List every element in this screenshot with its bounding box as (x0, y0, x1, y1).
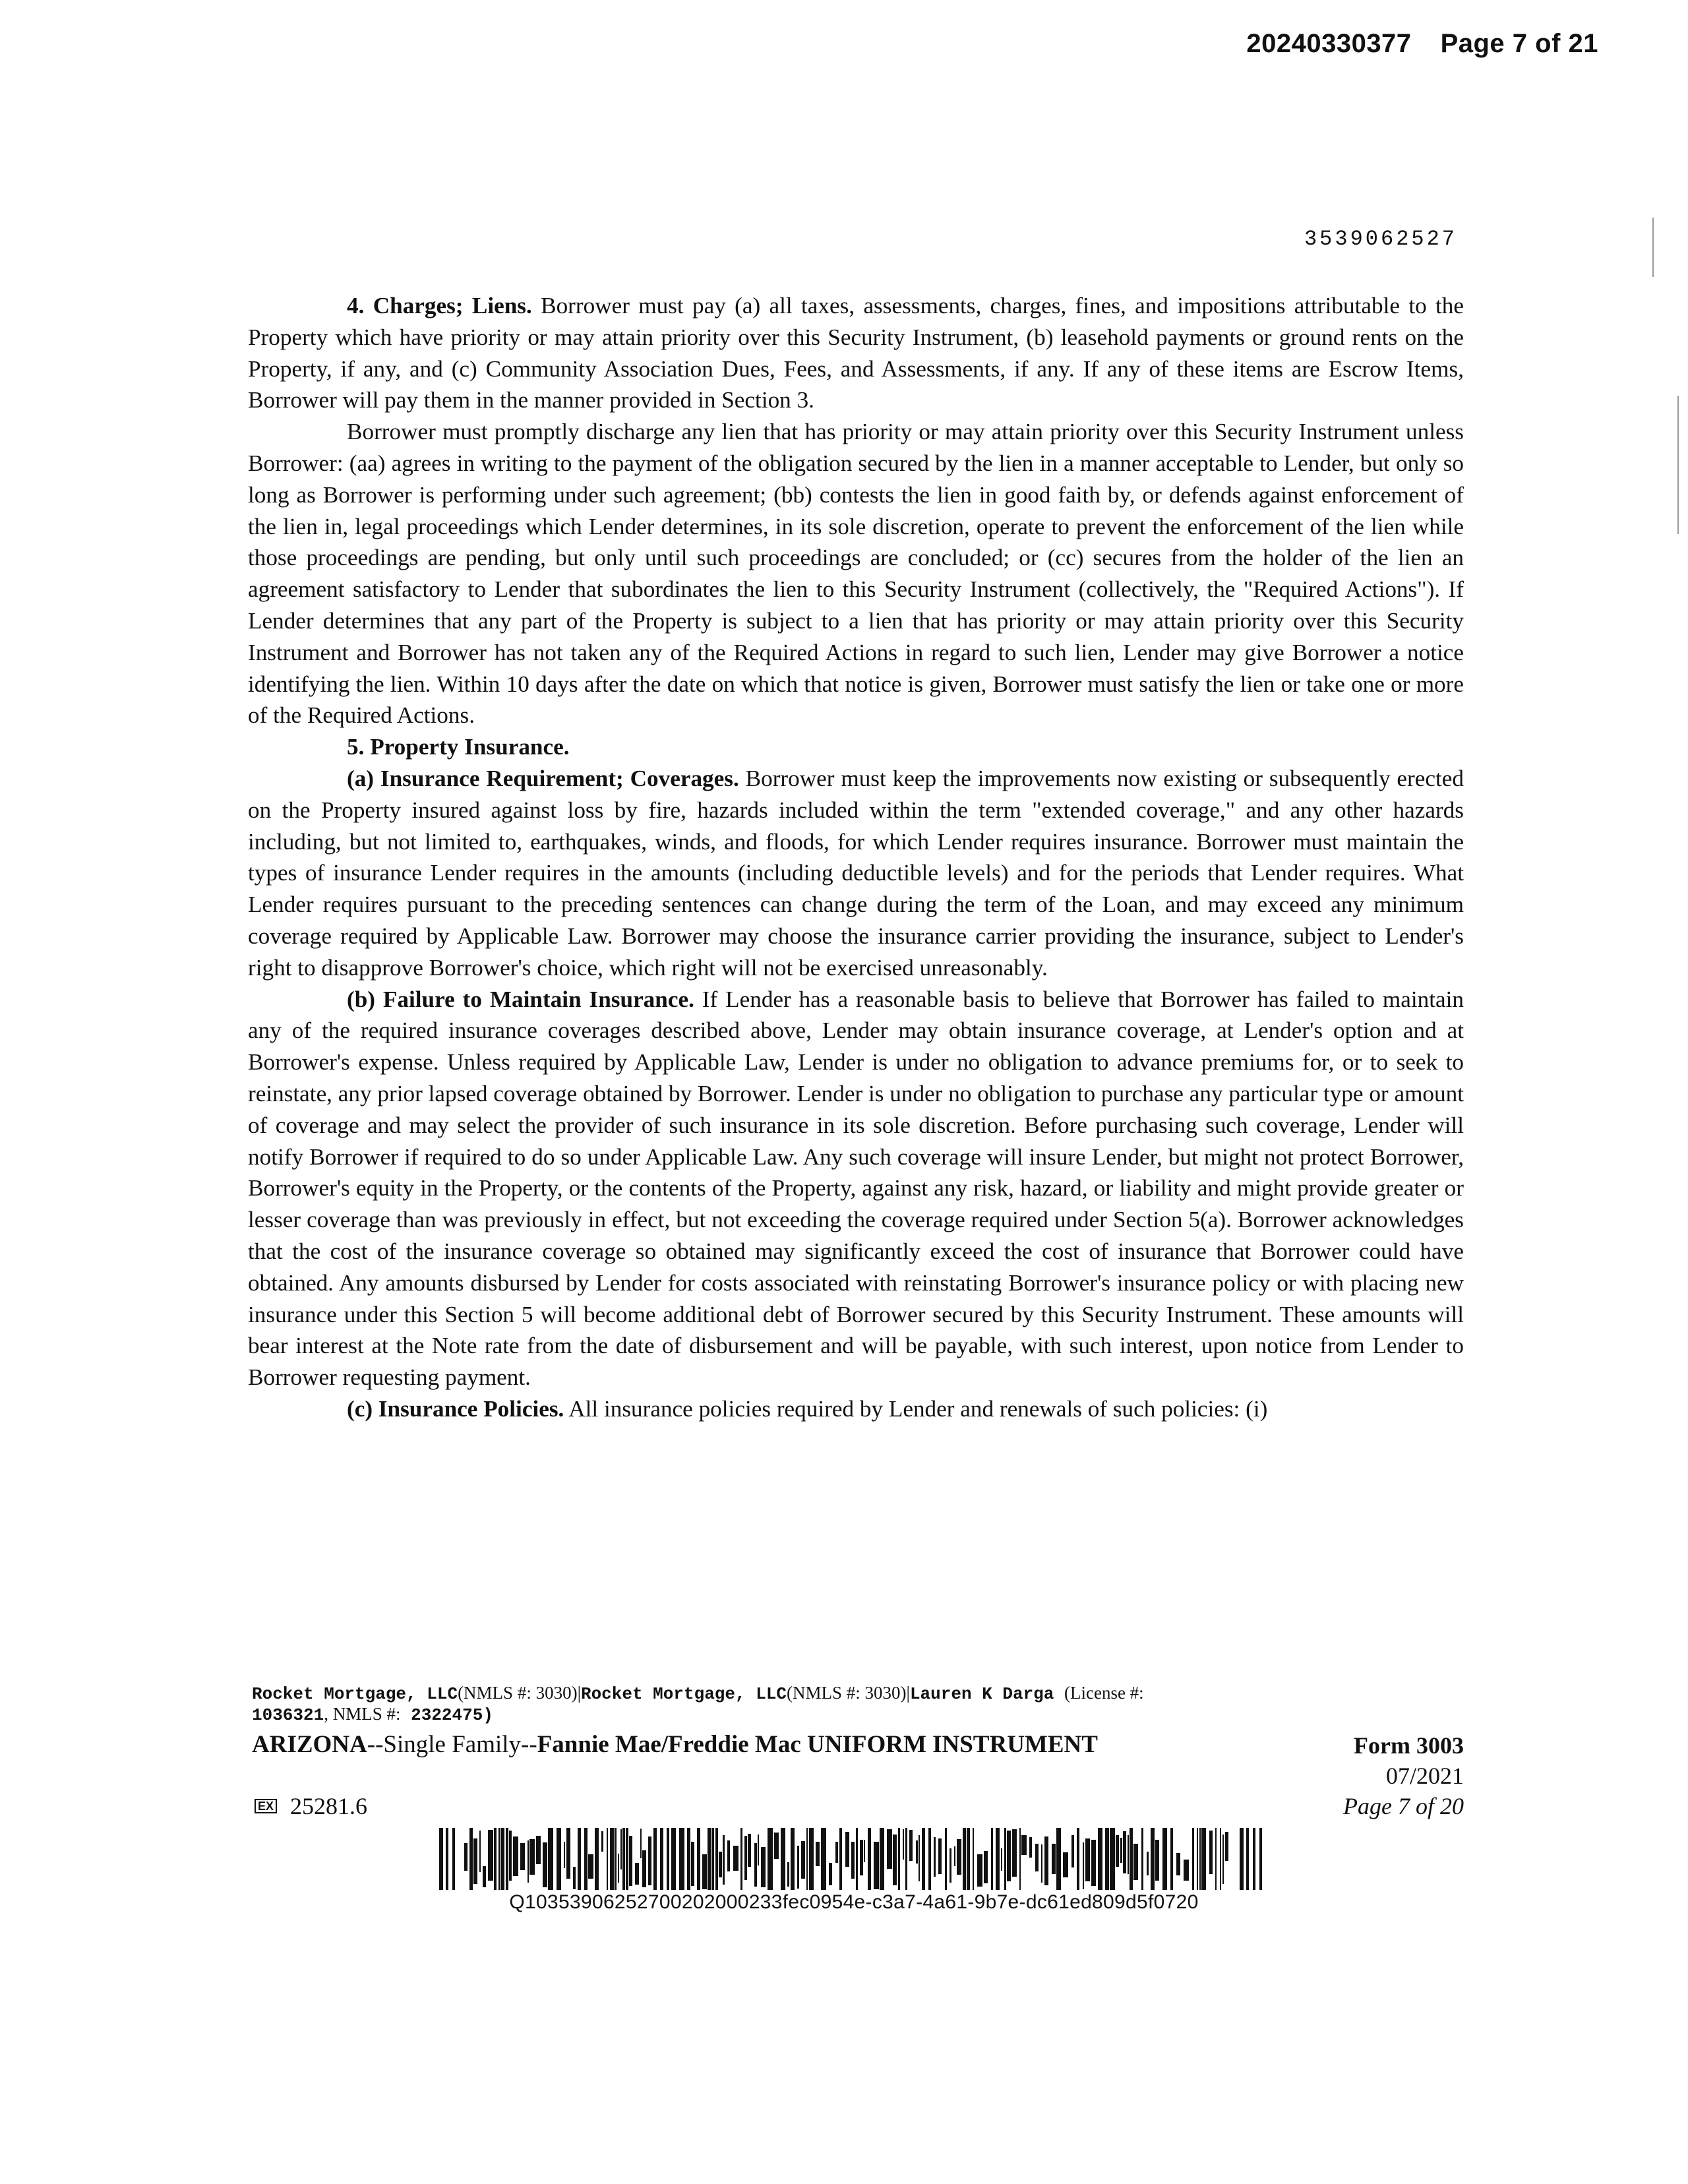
section-4-paragraph-2: Borrower must promptly discharge any lien that has priority or may attain priority over this Security Instrument unless Borrower: (aa) agrees in writing to the payment of the obligation secured by the lien in a manner acceptable to Lender, but only so long as Borrower is performing under such agreement; (bb) contests the lien in good faith by, or defends against enforcement of the lien in, legal proceedings which Lender determines, in its sole discretion, operate to prevent the enforcement of the lien while those proceedings are pending, but only until such proceedings are concluded; or (cc) secures from the holder of the lien an agreement satisfactory to Lender that subordinates the lien to this Security Instrument (collectively, the "Required Actions"). If Lender determines that any part of the Property is subject to a lien that has priority or may attain priority over this Security Instrument and Borrower has not taken any of the Required Actions in regard to such lien, Lender may give Borrower a notice identifying the lien. Within 10 days after the date on which that notice is given, Borrower must satisfy the lien or take one or more of the Required Actions. (248, 419, 1464, 729)
section-5c-text: All insurance policies required by Lender and renewals of such policies: (i) (568, 1395, 1268, 1422)
section-5a-text: Borrower must keep the improvements now existing or subsequently erected on the Property insured against loss by fire, hazards included within the term "extended coverage," and any other hazards including, but not limited to, earthquakes, winds, and floods, for which Lender requires insurance. Borrower must maintain the types of insurance Lender requires in the amounts (including deductible levels) and for the periods that Lender requires. What Lender requires pursuant to the preceding sentences can change during the term of the Loan, and may exceed any minimum coverage required by Applicable Law. Borrower may choose the insurance carrier providing the insurance, subject to Lender's right to disapprove Borrower's choice, which right will not be exercised unreasonably. (248, 765, 1464, 981)
section-5b-text: If Lender has a reasonable basis to believe that Borrower has failed to maintain any of the required insurance coverages described above, Lender may obtain insurance coverage, at Lender's option and at Borrower's expense. Unless required by Applicable Law, Lender is under no obligation to advance premiums for, or to seek to reinstate, any prior lapsed coverage obtained by Borrower. Lender is under no obligation to purchase any particular type or amount of coverage and may select the provider of such insurance in its sole discretion. Before purchasing such coverage, Lender will notify Borrower if required to do so under Applicable Law. Any such coverage will insure Lender, but might not protect Borrower, Borrower's equity in the Property, or the contents of the Property, against any risk, hazard, or liability and might provide greater or lesser coverage than was previously in effect, but not exceeding the coverage required under Section 5(a). Borrower acknowledges that the cost of the insurance coverage so obtained may significantly exceed the cost of insurance that Borrower could have obtained. Any amounts disbursed by Lender for costs associated with reinstating Borrower's insurance policy or with placing new insurance under this Section 5 will become additional debt of Borrower secured by this Security Instrument. These amounts will bear interest at the Note rate from the date of disbursement and will be payable, with such interest, upon notice from Lender to Borrower requesting payment. (248, 986, 1464, 1391)
section-5a-paragraph (248, 763, 1464, 984)
recording-header (1246, 29, 1598, 59)
page-label: Page 7 of 21 (1440, 29, 1598, 58)
form-logo-icon: EX (255, 1799, 277, 1813)
form-code (255, 1792, 367, 1820)
separator-2: | (906, 1683, 910, 1703)
section-5c-paragraph (248, 1393, 1464, 1425)
section-5a-heading: (a) Insurance Requirement; Coverages. (347, 765, 739, 791)
originator-1: Rocket Mortgage, LLC (252, 1684, 458, 1704)
section-4-paragraph-1 (248, 290, 1464, 416)
originator-2-nmls: (NMLS #: 3030) (787, 1683, 907, 1703)
form-date: 07/2021 (1385, 1763, 1464, 1789)
originator-1-nmls: (NMLS #: 3030) (458, 1683, 578, 1703)
preparer-line (252, 1683, 1464, 1725)
form-page: Page 7 of 20 (1343, 1793, 1464, 1819)
document-body (248, 290, 1464, 1425)
originator-2: Rocket Mortgage, LLC (580, 1684, 787, 1704)
section-4-text-1: Borrower must pay (a) all taxes, assessments, charges, fines, and impositions attributable to the Property which have priority or may attain priority over this Security Instrument, (b) leasehold payments or ground rents on the Property, if any, and (c) Community Association Dues, Fees, and Assessments, if any. If any of these items are Escrow Items, Borrower will pay them in the manner provided in Section 3. (248, 293, 1464, 413)
form-title (252, 1730, 1098, 1759)
section-5-heading (248, 731, 1464, 763)
document-footer (252, 1683, 1464, 1821)
document-number: 20240330377 (1246, 29, 1412, 58)
form-name: Fannie Mae/Freddie Mac UNIFORM INSTRUMENT (537, 1731, 1098, 1758)
section-5-heading-text: 5. Property Insurance. (347, 734, 570, 760)
form-number: Form 3003 (1354, 1732, 1464, 1759)
barcode-block (439, 1828, 1269, 1914)
section-5b-paragraph (248, 984, 1464, 1393)
section-4-heading: 4. Charges; Liens. (347, 293, 532, 318)
officer-nmls-label: , NMLS #: (324, 1704, 401, 1724)
form-description: --Single Family-- (367, 1731, 537, 1758)
barcode-text: Q10353906252700202000233fec0954e-c3a7-4a61-9b7e-dc61ed809d5f0720 (509, 1891, 1199, 1913)
license-number: 1036321 (252, 1705, 324, 1725)
form-line (252, 1730, 1464, 1821)
section-5b-heading: (b) Failure to Maintain Insurance. (347, 986, 694, 1012)
barcode-icon (439, 1828, 1269, 1890)
license-label: (License #: (1064, 1683, 1144, 1703)
margin-mark-2 (1677, 396, 1679, 534)
form-meta (1343, 1730, 1464, 1821)
margin-mark-1 (1652, 218, 1654, 277)
form-state: ARIZONA (252, 1731, 367, 1758)
loan-number: 3539062527 (1304, 227, 1457, 251)
officer-nmls: 2322475) (411, 1705, 493, 1725)
section-5c-heading: (c) Insurance Policies. (347, 1395, 564, 1422)
separator-1: | (577, 1683, 581, 1703)
loan-officer: Lauren K Darga (909, 1684, 1054, 1704)
form-code-number: 25281.6 (290, 1793, 368, 1819)
